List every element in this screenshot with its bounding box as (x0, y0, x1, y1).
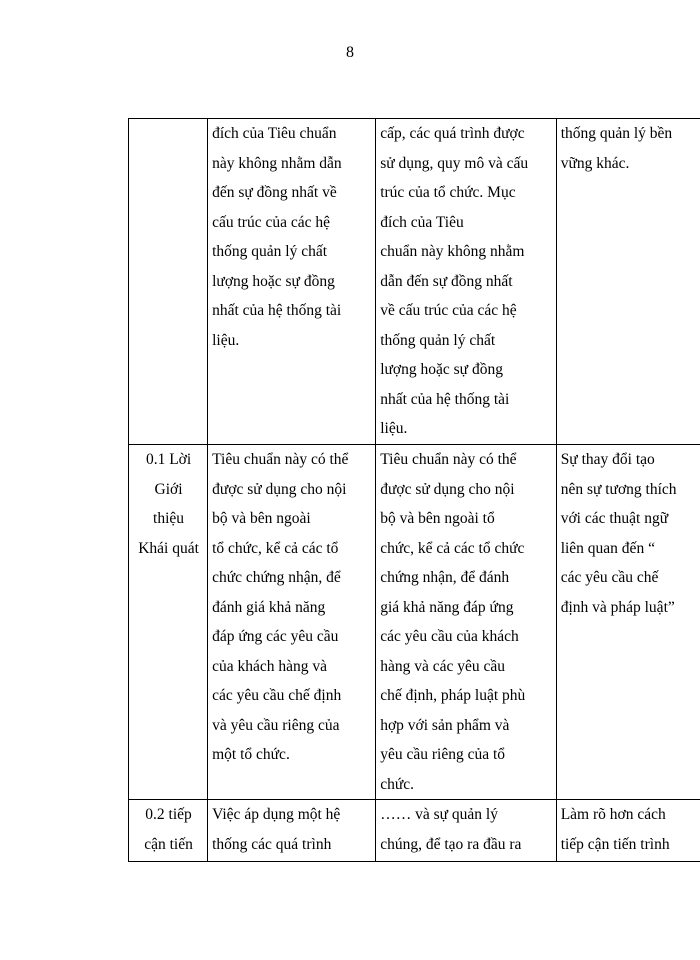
table-cell (556, 445, 700, 800)
cell-text-line: thống quản lý chất (212, 243, 328, 260)
cell-text-line: đích của Tiêu (380, 213, 464, 231)
table-cell (556, 119, 700, 445)
cell-text-line: chứng nhận, để đánh (380, 569, 510, 586)
comparison-table (128, 118, 700, 862)
section-heading-cell (129, 119, 208, 445)
cell-text-line: thống quản lý bền (560, 125, 673, 142)
table-row (129, 800, 700, 862)
cell-text-line: các yêu cầu chế (560, 569, 659, 586)
cell-text-line: đáp ứng các yêu cầu (212, 628, 339, 645)
cell-text-line: nhất của hệ thống tài (380, 390, 510, 408)
cell-text-line: liệu. (212, 331, 240, 349)
cell-text-line: yêu cầu riêng của tổ (380, 746, 506, 763)
cell-text-line: cận tiến (144, 835, 193, 853)
cell-text-line: nhất của hệ thống tài (212, 302, 342, 319)
cell-text-line: đánh giá khả năng (212, 598, 326, 616)
section-heading-cell (129, 445, 208, 800)
cell-text-line: thiệu (153, 510, 185, 527)
cell-text-line: cấp, các quá trình được (380, 125, 525, 142)
cell-text-line: chúng, để tạo ra đầu ra (380, 835, 522, 853)
cell-text-line: lượng hoặc sự đồng (380, 361, 503, 378)
cell-text-line: bộ và bên ngoài (212, 510, 311, 527)
table-cell (376, 119, 556, 445)
cell-text-line: các yêu cầu của khách (380, 628, 519, 645)
cell-text-line: 0.2 tiếp (145, 806, 192, 823)
cell-text-line: chuẩn này không nhằm (380, 243, 525, 260)
cell-text-line: lượng hoặc sự đồng (212, 272, 335, 290)
cell-text-line: về cấu trúc của các hệ (380, 302, 517, 319)
cell-text-line: trúc của tổ chức. Mục (380, 184, 516, 201)
cell-text-line: các yêu cầu chế định (212, 687, 342, 704)
cell-text-line: Làm rõ hơn cách (560, 806, 666, 823)
cell-text-line: của khách hàng và (212, 657, 328, 675)
cell-text-line: và yêu cầu riêng của (212, 716, 340, 734)
table-cell (208, 800, 376, 862)
table-cell (376, 800, 556, 862)
page-number: 8 (346, 44, 354, 61)
cell-text-line: Tiêu chuẩn này có thể (380, 451, 517, 468)
table-row (129, 445, 700, 800)
cell-text-line: giá khả năng đáp ứng (380, 598, 514, 616)
cell-text-line: đích của Tiêu chuẩn (212, 125, 337, 142)
cell-text-line: đến sự đồng nhất về (212, 184, 337, 201)
table-cell (208, 119, 376, 445)
cell-text-line: được sử dụng cho nội (212, 480, 347, 498)
cell-text-line: Giới (154, 480, 183, 498)
cell-text-line: sử dụng, quy mô và cấu (380, 154, 529, 172)
cell-text-line: định và pháp luật” (560, 598, 675, 616)
table-cell (376, 445, 556, 800)
cell-text-line: thống các quá trình (212, 835, 332, 853)
cell-text-line: bộ và bên ngoài tổ (380, 510, 495, 527)
cell-text-line: được sử dụng cho nội (380, 480, 515, 498)
cell-text-line: này không nhằm dẫn (212, 154, 342, 172)
cell-text-line: dẫn đến sự đồng nhất (380, 272, 513, 290)
table-row (129, 119, 700, 445)
cell-text-line: Việc áp dụng một hệ (212, 806, 341, 823)
cell-text-line: vững khác. (560, 154, 630, 172)
cell-text-line: chức chứng nhận, để (212, 569, 341, 586)
table-cell (556, 800, 700, 862)
cell-text-line: liệu. (380, 420, 408, 437)
cell-text-line: liên quan đến “ (560, 539, 655, 557)
table-body (129, 119, 700, 862)
cell-text-line: tiếp cận tiến trình (560, 835, 670, 853)
section-heading-cell (129, 800, 208, 862)
cell-text-line: Tiêu chuẩn này có thể (212, 451, 349, 468)
table-cell (208, 445, 376, 800)
cell-text-line: …… và sự quản lý (380, 806, 498, 823)
cell-text-line: chế định, pháp luật phù (380, 687, 526, 704)
cell-text-line: nên sự tương thích (560, 480, 677, 498)
cell-text-line: hợp với sản phẩm và (380, 716, 510, 734)
cell-text-line: tổ chức, kể cả các tổ (212, 539, 339, 557)
cell-text-line: với các thuật ngữ (560, 510, 669, 527)
cell-text-line: Khái quát (138, 539, 199, 557)
cell-text-line: hàng và các yêu cầu (380, 657, 506, 675)
cell-text-line: Sự thay đổi tạo (560, 451, 655, 468)
cell-text-line: chức. (380, 775, 415, 793)
cell-text-line: cấu trúc của các hệ (212, 213, 330, 231)
cell-text-line: chức, kể cả các tổ chức (380, 539, 525, 557)
cell-text-line: 0.1 Lời (145, 451, 192, 468)
cell-text-line: một tổ chức. (212, 746, 290, 763)
cell-text-line: thống quản lý chất (380, 331, 496, 349)
